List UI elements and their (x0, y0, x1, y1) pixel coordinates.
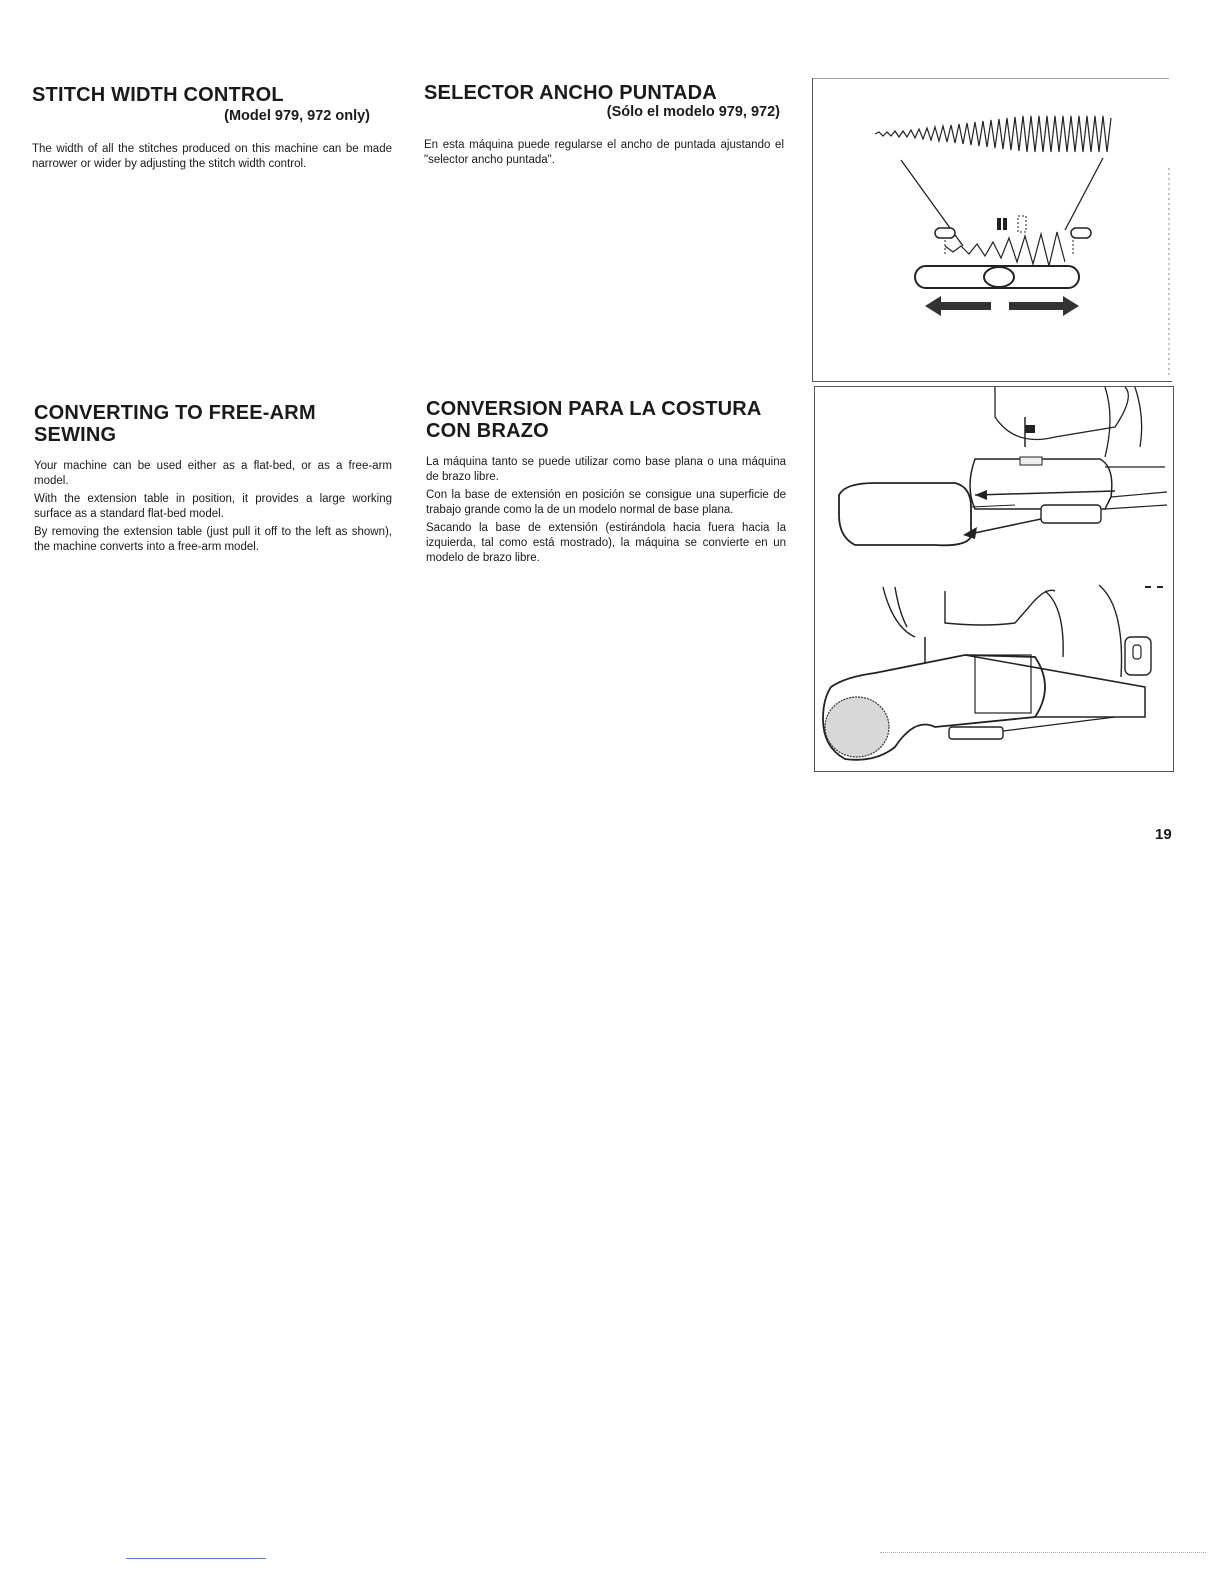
conversion-body (426, 455, 786, 569)
stitch-width-title: STITCH WIDTH CONTROL (32, 84, 284, 106)
conversion-title-line2: CON BRAZO (426, 420, 549, 442)
free-arm-title-line1: CONVERTING TO FREE-ARM (34, 402, 316, 424)
free-arm-body (34, 459, 392, 558)
stitch-width-figure (812, 78, 1172, 382)
stitch-width-illustration (813, 78, 1173, 382)
free-arm-paragraph: By removing the extension table (just pull it off to the left as shown), the machine converts into a free-arm model. (34, 526, 392, 553)
free-arm-title-line2: SEWING (34, 424, 117, 446)
stitch-width-body: The width of all the stitches produced on this machine can be made narrower or wider by adjusting the stitch width control. (32, 143, 392, 170)
stitch-width-subtitle: (Model 979, 972 only) (224, 108, 370, 124)
free-arm-illustration (815, 387, 1173, 771)
free-arm-paragraph: With the extension table in position, it provides a large working surface as a standard flat-bed model. (34, 493, 392, 520)
footer-rule-left (126, 1558, 266, 1559)
free-arm-paragraph: Your machine can be used either as a flat-bed, or as a free-arm model. (34, 460, 392, 487)
selector-ancho-subtitle: (Sólo el modelo 979, 972) (606, 104, 780, 120)
page-number: 19 (1155, 826, 1172, 843)
conversion-paragraph: Sacando la base de extensión (estirándola hacia fuera hacia la izquierda, tal como está mostrado), la máquina se convierte en un modelo de brazo libre. (426, 522, 786, 564)
footer-rule-right (880, 1552, 1206, 1554)
free-arm-figure (814, 386, 1174, 772)
selector-ancho-title: SELECTOR ANCHO PUNTADA (424, 82, 717, 104)
conversion-title-line1: CONVERSION PARA LA COSTURA (426, 398, 762, 420)
conversion-paragraph: Con la base de extensión en posición se consigue una superficie de trabajo grande como la de un modelo normal de base plana. (426, 489, 786, 516)
conversion-paragraph: La máquina tanto se puede utilizar como base plana o una máquina de brazo libre. (426, 456, 786, 483)
selector-ancho-body: En esta máquina puede regularse el ancho de puntada ajustando el "selector ancho puntada". (424, 139, 784, 166)
